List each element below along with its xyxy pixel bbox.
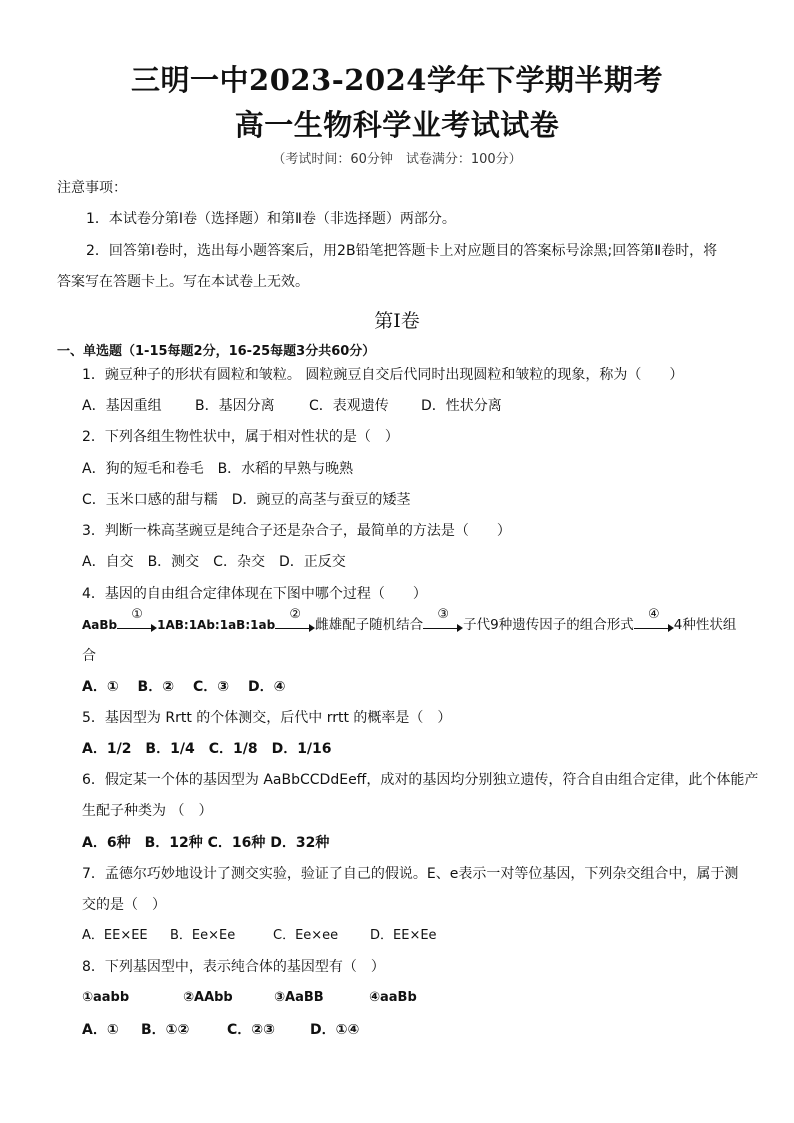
q4-arrow-3	[423, 607, 463, 631]
part-title: 第Ⅰ卷	[374, 310, 420, 332]
q4-arrow-label-3: ③	[437, 607, 449, 622]
q7-option-a: A．EE×EE	[82, 928, 148, 943]
q8-option-a: A．①	[82, 1022, 119, 1038]
q7-stem: 7．孟德尔巧妙地设计了测交实验，验证了自己的假说。E、e表示一对等位基因，下列杂交组合中，属于测	[82, 866, 739, 882]
notice-item-2-cont: 答案写在答题卡上。写在本试卷上无效。	[57, 274, 309, 290]
q4-step-offspring: 子代9种遗传因子的组合形式	[463, 617, 634, 633]
notice-item-2: 2．回答第Ⅰ卷时，选出每小题答案后，用2B铅笔把答题卡上对应题目的答案标号涂黑;回答第Ⅱ卷时，将	[86, 243, 718, 259]
q1-option-b: B．基因分离	[195, 398, 275, 414]
q3-stem: 3．判断一株高茎豌豆是纯合子还是杂合子，最简单的方法是（ ）	[82, 523, 511, 539]
q8-item-1: ①aabb	[82, 990, 130, 1005]
q4-process-diagram	[82, 607, 737, 635]
exam-title-line1: 三明一中2023-2024学年下学期半期考	[131, 63, 663, 97]
q8-option-d: D．①④	[310, 1022, 360, 1038]
q2-options-ab: A．狗的短毛和卷毛 B．水稻的早熟与晚熟	[82, 461, 354, 477]
q4-arrow-1	[117, 607, 157, 631]
q4-arrow-4	[634, 607, 674, 631]
q6-stem-cont: 生配子种类为 （ ）	[82, 803, 213, 819]
q7-option-c: C．Ee×ee	[273, 928, 339, 943]
q8-stem: 8．下列基因型中，表示纯合体的基因型有（ ）	[82, 959, 385, 975]
q2-options-cd: C．玉米口感的甜与糯 D．豌豆的高茎与蚕豆的矮茎	[82, 492, 411, 508]
q3-options: A．自交 B．测交 C．杂交 D．正反交	[82, 554, 346, 570]
q7-option-d: D．EE×Ee	[370, 928, 437, 943]
q6-options: A．6种 B．12种 C．16种 D．32种	[82, 835, 330, 851]
q8-option-c: C．②③	[227, 1022, 275, 1038]
q7-option-b: B．Ee×Ee	[170, 928, 236, 943]
q4-diagram-cont: 合	[82, 648, 96, 664]
q1-option-d: D．性状分离	[421, 398, 502, 414]
q4-arrow-label-2: ②	[289, 607, 301, 622]
q4-arrow-2	[275, 607, 315, 631]
q4-options: A．① B．② C．③ D．④	[82, 679, 286, 695]
q8-item-2: ②AAbb	[183, 990, 233, 1005]
q5-options: A．1/2 B．1/4 C．1/8 D．1/16	[82, 741, 332, 757]
notice-item-1: 1．本试卷分第Ⅰ卷（选择题）和第Ⅱ卷（非选择题）两部分。	[86, 211, 456, 227]
q4-step-fertilization: 雌雄配子随机结合	[315, 617, 424, 633]
q5-stem: 5．基因型为 Rrtt 的个体测交，后代中 rrtt 的概率是（ ）	[82, 710, 452, 726]
section-heading: 一、单选题（1-15每题2分，16-25每题3分共60分）	[57, 344, 376, 359]
exam-title-line2: 高一生物科学业考试试卷	[234, 108, 560, 142]
q8-option-b: B．①②	[141, 1022, 190, 1038]
q2-stem: 2．下列各组生物性状中，属于相对性状的是（ ）	[82, 429, 399, 445]
q4-stem: 4．基因的自由组合定律体现在下图中哪个过程（ ）	[82, 586, 427, 602]
q1-option-a: A．基因重组	[82, 398, 162, 414]
q4-step-gametes: 1AB:1Ab:1aB:1ab	[157, 618, 276, 632]
q4-step-genotype: AaBb	[82, 618, 118, 632]
exam-subtitle: （考试时间：60分钟 试卷满分：100分）	[272, 152, 522, 167]
q1-option-c: C．表观遗传	[309, 398, 389, 414]
q4-step-phenotypes: 4种性状组	[673, 617, 737, 633]
q6-stem: 6．假定某一个体的基因型为 AaBbCCDdEeff，成对的基因均分别独立遗传，符合自由组合定律，此个体能产	[82, 772, 759, 788]
q8-item-3: ③AaBB	[274, 990, 324, 1005]
q4-arrow-label-1: ①	[131, 607, 143, 622]
q8-item-4: ④aaBb	[369, 990, 417, 1005]
q7-stem-cont: 交的是（ ）	[82, 897, 166, 913]
q4-arrow-label-4: ④	[647, 607, 660, 622]
notice-heading: 注意事项：	[57, 180, 127, 196]
q1-stem: 1．豌豆种子的形状有圆粒和皱粒。 圆粒豌豆自交后代同时出现圆粒和皱粒的现象，称为（ ）	[82, 367, 684, 383]
